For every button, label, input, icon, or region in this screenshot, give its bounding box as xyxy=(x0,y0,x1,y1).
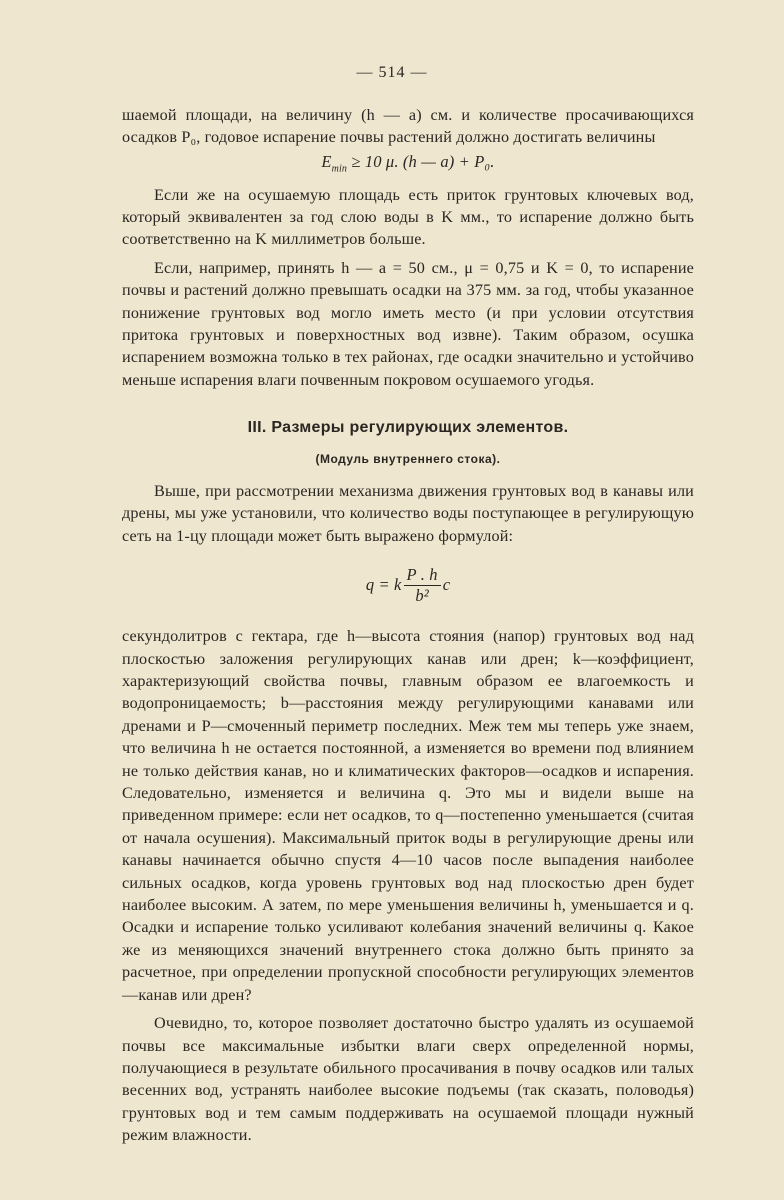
formula-evaporation xyxy=(122,151,694,181)
formula2-rhs: c xyxy=(442,575,451,594)
paragraph-formula-intro: Выше, при рассмотрении механизма движения грунтовых вод в канавы или дрены, мы уже установили, что количество воды поступающее в регулирующую сеть на 1-цу площади может быть выражено формулой: xyxy=(122,481,694,545)
formula-runoff xyxy=(122,557,694,613)
section-heading: III. Размеры регулирующих элементов. xyxy=(247,419,569,437)
formula-rhs: ≥ 10 μ. (h — a) + P₀. xyxy=(351,151,495,171)
paragraph-example: Если, например, принять h — a = 50 см., μ = 0,75 и K = 0, то испарение почвы и растений должно превышать осадки на 375 мм. за год, чтобы указанное понижение грунтовых вод могло иметь место (и при условии отсутствия притока грунтовых и поверхностных вод извне). Таким образом, осушка испарением возможна только в тех районах, где осадки значительно и устойчиво меньше испарения влаги почвенным покровом осушаемого угодья. xyxy=(122,258,694,389)
paragraph-groundwater-inflow: Если же на осушаемую площадь есть приток грунтовых ключевых вод, который эквивалентен за год слою воды в K мм., то испарение должно быть соответственно на K миллиметров больше. xyxy=(122,185,694,249)
page-number: — 514 — xyxy=(356,64,428,81)
formula2-denominator: b² xyxy=(415,585,429,605)
section-subheading: (Модуль внутреннего стока). xyxy=(315,451,501,466)
paragraph-explanation: секундолитров с гектара, где h—высота стояния (напор) грунтовых вод над плоскостью заложения регулирующих канав или дрен; k—коэффициент, характеризующий свойства почвы, главным образом ее влагоемкость и водопроницаемость; b—расстояния между регулирующими канавами или дренами и P—смоченный периметр последних. Меж тем мы теперь уже знаем, что величина h не остается постоянной, а изменяется во времени под влиянием не только действия канав, но и климатических факторов—осадков и испарения. Следовательно, изменяется и величина q. Это мы и видели выше на приведенном примере: если нет осадков, то q—постепенно уменьшается (считая от начала осушения). Максимальный приток воды в регулирующие дрены или канавы начинается обычно спустя 4—10 часов после выпадения наиболее сильных осадков, когда уровень грунтовых вод над плоскостью дрен будет наиболее высоким. А затем, по мере уменьшения величины h, уменьшается и q. Осадки и испарение только усиливают колебания значений величины q. Какое же из меняющихся значений внутреннего стока должно быть принято за расчетное, при определении пропускной способности регулирующих элементов—канав или дрен? xyxy=(122,627,694,1004)
formula2-numerator: P . h xyxy=(404,565,441,586)
paragraph-continued: шаемой площади, на величину (h — a) см. и количестве просачивающихся осадков P₀, годовое испарение почвы растений должно достигать величины xyxy=(122,106,694,147)
page-body xyxy=(122,104,694,1147)
formula-subscript: min xyxy=(331,163,348,175)
formula2-lhs: q = k xyxy=(365,575,402,594)
formula2-fraction xyxy=(404,565,441,606)
paragraph-conclusion: Очевидно, то, которое позволяет достаточно быстро удалять из осушаемой почвы все максимальные избытки влаги сверх определенной нормы, получающиеся в результате обильного просачивания в почву осадков или талых весенних вод, устранять наиболее высокие подъемы (так сказать, половодья) грунтовых вод и тем самым поддерживать на осушаемой площади нужный режим влажности. xyxy=(122,1014,694,1145)
formula-lhs: E xyxy=(321,151,332,171)
